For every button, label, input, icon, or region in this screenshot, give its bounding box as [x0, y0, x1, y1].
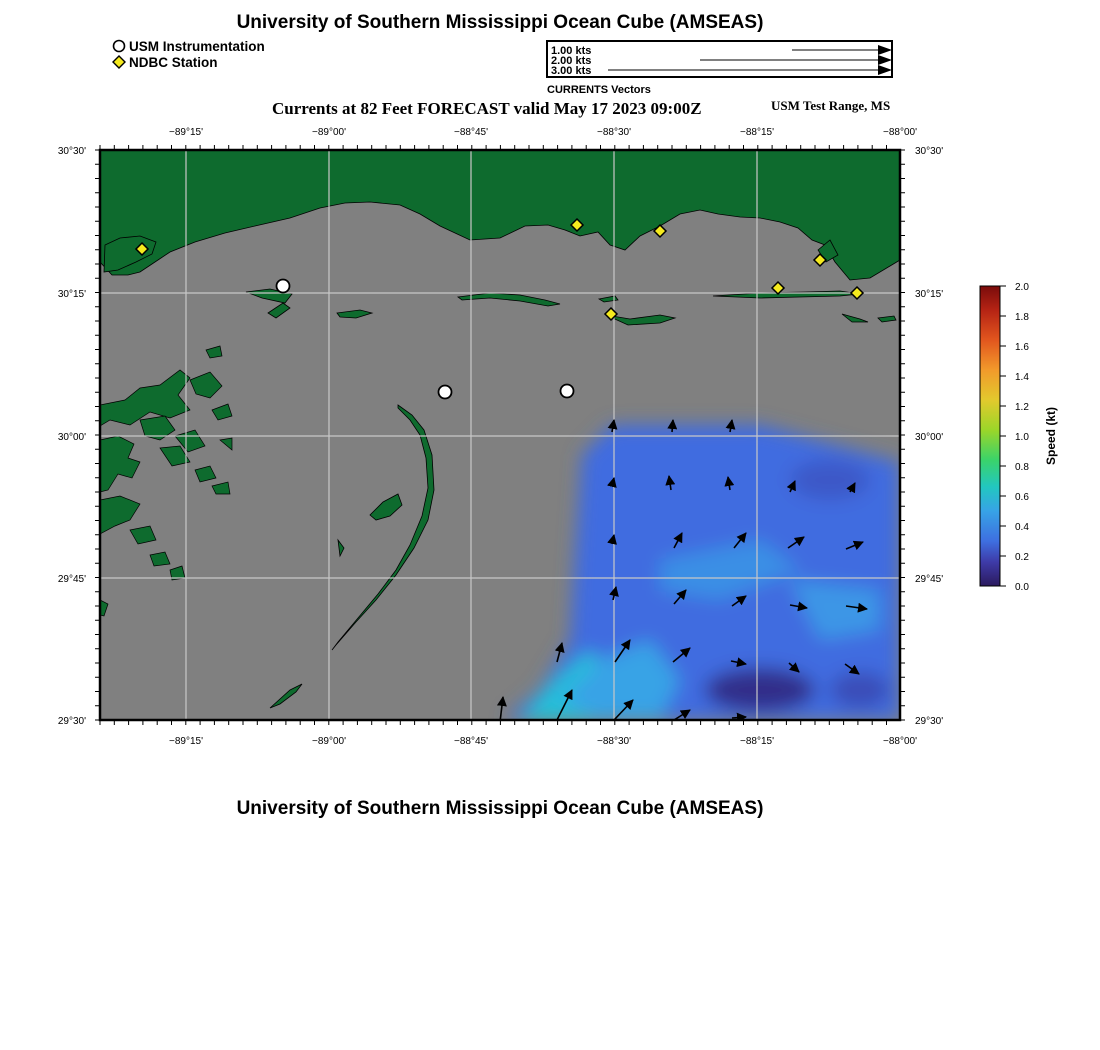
- lat-label-left: 29°30': [57, 716, 86, 727]
- lon-label-bottom: −89°15': [169, 736, 203, 747]
- colorbar-tick: 1.0: [1015, 432, 1029, 443]
- colorbar-ramp: [980, 286, 1000, 586]
- current-vector-arrow: [732, 717, 746, 718]
- colorbar-tick: 1.8: [1015, 312, 1029, 323]
- map-title: University of Southern Mississippi Ocean Cube (AMSEAS): [236, 12, 764, 33]
- usm-station-marker[interactable]: [439, 386, 452, 399]
- lon-labels-bottom: [169, 736, 917, 747]
- lat-labels-right: [915, 146, 943, 727]
- colorbar-tick: 0.2: [1015, 552, 1029, 563]
- colorbar-tick: 1.2: [1015, 402, 1029, 413]
- lon-label-bottom: −88°30': [597, 736, 631, 747]
- colorbar-tick: 0.0: [1015, 582, 1029, 593]
- location-label: USM Test Range, MS: [771, 98, 891, 113]
- vector-scale-2: 2.00 kts: [551, 55, 592, 67]
- colorbar-tick: 2.0: [1015, 282, 1029, 293]
- legend-ndbc-label: NDBC Station: [129, 54, 218, 70]
- lon-label-top: −89°00': [312, 127, 346, 138]
- lon-label-top: −89°15': [169, 127, 203, 138]
- lat-labels-left: [58, 146, 86, 727]
- lon-label-bottom: −88°45': [454, 736, 488, 747]
- lon-label-bottom: −88°15': [740, 736, 774, 747]
- lon-label-top: −88°30': [597, 127, 631, 138]
- forecast-subtitle: Currents at 82 Feet FORECAST valid May 17 2023 09:00Z: [272, 99, 702, 118]
- lon-label-top: −88°45': [454, 127, 488, 138]
- lon-label-bottom: −88°00': [883, 736, 917, 747]
- colorbar-tick: 1.4: [1015, 372, 1029, 383]
- lat-label-left: 29°45': [57, 574, 86, 585]
- usm-station-marker[interactable]: [277, 280, 290, 293]
- vector-caption: CURRENTS Vectors: [547, 84, 651, 96]
- current-vector-arrow: [672, 420, 673, 432]
- colorbar-tick: 0.4: [1015, 522, 1029, 533]
- lon-label-top: −88°15': [740, 127, 774, 138]
- lat-label-right: 30°30': [915, 146, 944, 157]
- colorbar-title: Speed (kt): [1044, 406, 1058, 466]
- lat-label-left: 30°15': [57, 289, 86, 300]
- colorbar-tick: 0.6: [1015, 492, 1029, 503]
- lat-label-right: 29°30': [915, 716, 944, 727]
- lon-label-bottom: −89°00': [312, 736, 346, 747]
- colorbar-tick: 1.6: [1015, 342, 1029, 353]
- lat-label-left: 30°30': [57, 146, 86, 157]
- lon-labels-top: [169, 127, 917, 138]
- lat-label-left: 30°00': [57, 432, 86, 443]
- lon-label-top: −88°00': [883, 127, 917, 138]
- lat-label-right: 29°45': [915, 574, 944, 585]
- legend-usm-label: USM Instrumentation: [129, 38, 265, 54]
- usm-station-marker[interactable]: [561, 385, 574, 398]
- vector-scale-1: 1.00 kts: [551, 45, 592, 57]
- lat-label-right: 30°15': [915, 289, 944, 300]
- colorbar-tick: 0.8: [1015, 462, 1029, 473]
- footer-title: University of Southern Mississippi Ocean Cube (AMSEAS): [236, 798, 764, 819]
- lat-label-right: 30°00': [915, 432, 944, 443]
- vector-scale-3: 3.00 kts: [551, 65, 592, 77]
- speed-colorbar: [980, 282, 1058, 593]
